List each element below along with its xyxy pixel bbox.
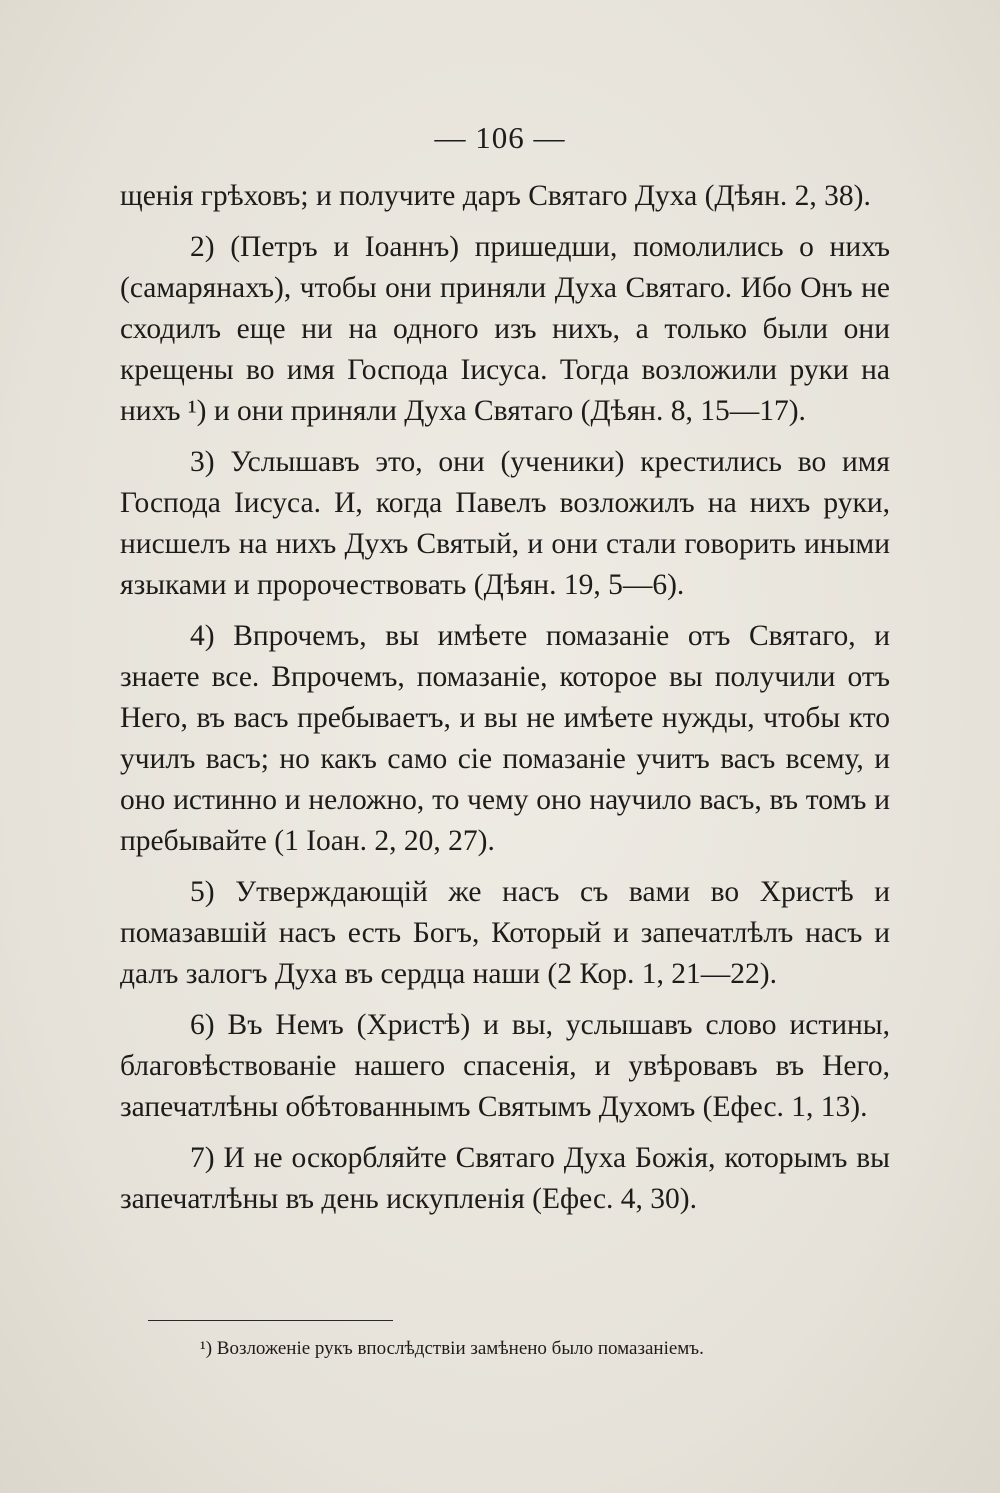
paragraph-3: 3) Услышавъ это, они (ученики) крестились во имя Господа Іисуса. И, когда Павелъ возложилъ на нихъ руки, нисшелъ на нихъ Духъ Святый, и они стали говорить иными языками и пророчествовать (Дѣян. 19, 5—6). xyxy=(120,446,890,601)
paragraph-5: 5) Утверждающій же насъ съ вами во Христѣ и помазавшій насъ есть Богъ, Который и запечатлѣлъ насъ и далъ залогъ Духа въ сердца наши (2 Кор. 1, 21—22). xyxy=(120,876,890,990)
paragraph-7: 7) И не оскорбляйте Святаго Духа Божія, которымъ вы запечатлѣны въ день искупленія (Ефес. 4, 30). xyxy=(120,1142,890,1215)
footnote: ¹) Возложеніе рукъ впослѣдствіи замѣнено было помазаніемъ. xyxy=(200,1338,704,1359)
paragraph-6: 6) Въ Немъ (Христѣ) и вы, услышавъ слово истины, благовѣствованіе нашего спасенія, и увѣровавъ въ Него, запечатлѣны обѣтованнымъ Святымъ Духомъ (Ефес. 1, 13). xyxy=(120,1009,890,1123)
paragraph-2: 2) (Петръ и Іоаннъ) пришедши, помолились о нихъ (самарянахъ), чтобы они приняли Духа Святаго. Ибо Онъ не сходилъ еще ни на одного изъ нихъ, а только были они крещены во имя Господа Іисуса. Тогда возложили руки на нихъ ¹) и они приняли Духа Святаго (Дѣян. 8, 15—17). xyxy=(120,231,890,427)
paragraph-4: 4) Впрочемъ, вы имѣете помазаніе отъ Святаго, и знаете все. Впрочемъ, помазаніе, которое вы получили отъ Него, въ васъ пребываетъ, и вы не имѣете нужды, чтобы кто училъ васъ; но какъ само сіе помазаніе учитъ васъ всему, и оно истинно и неложно, то чему оно научило васъ, въ томъ и пребывайте (1 Іоан. 2, 20, 27). xyxy=(120,620,890,857)
body-text xyxy=(120,176,890,1230)
paragraph-continuation: щенія грѣховъ; и получите даръ Святаго Духа (Дѣян. 2, 38). xyxy=(120,180,871,212)
footnote-divider xyxy=(148,1320,393,1321)
page-number: — 106 — xyxy=(434,120,566,155)
